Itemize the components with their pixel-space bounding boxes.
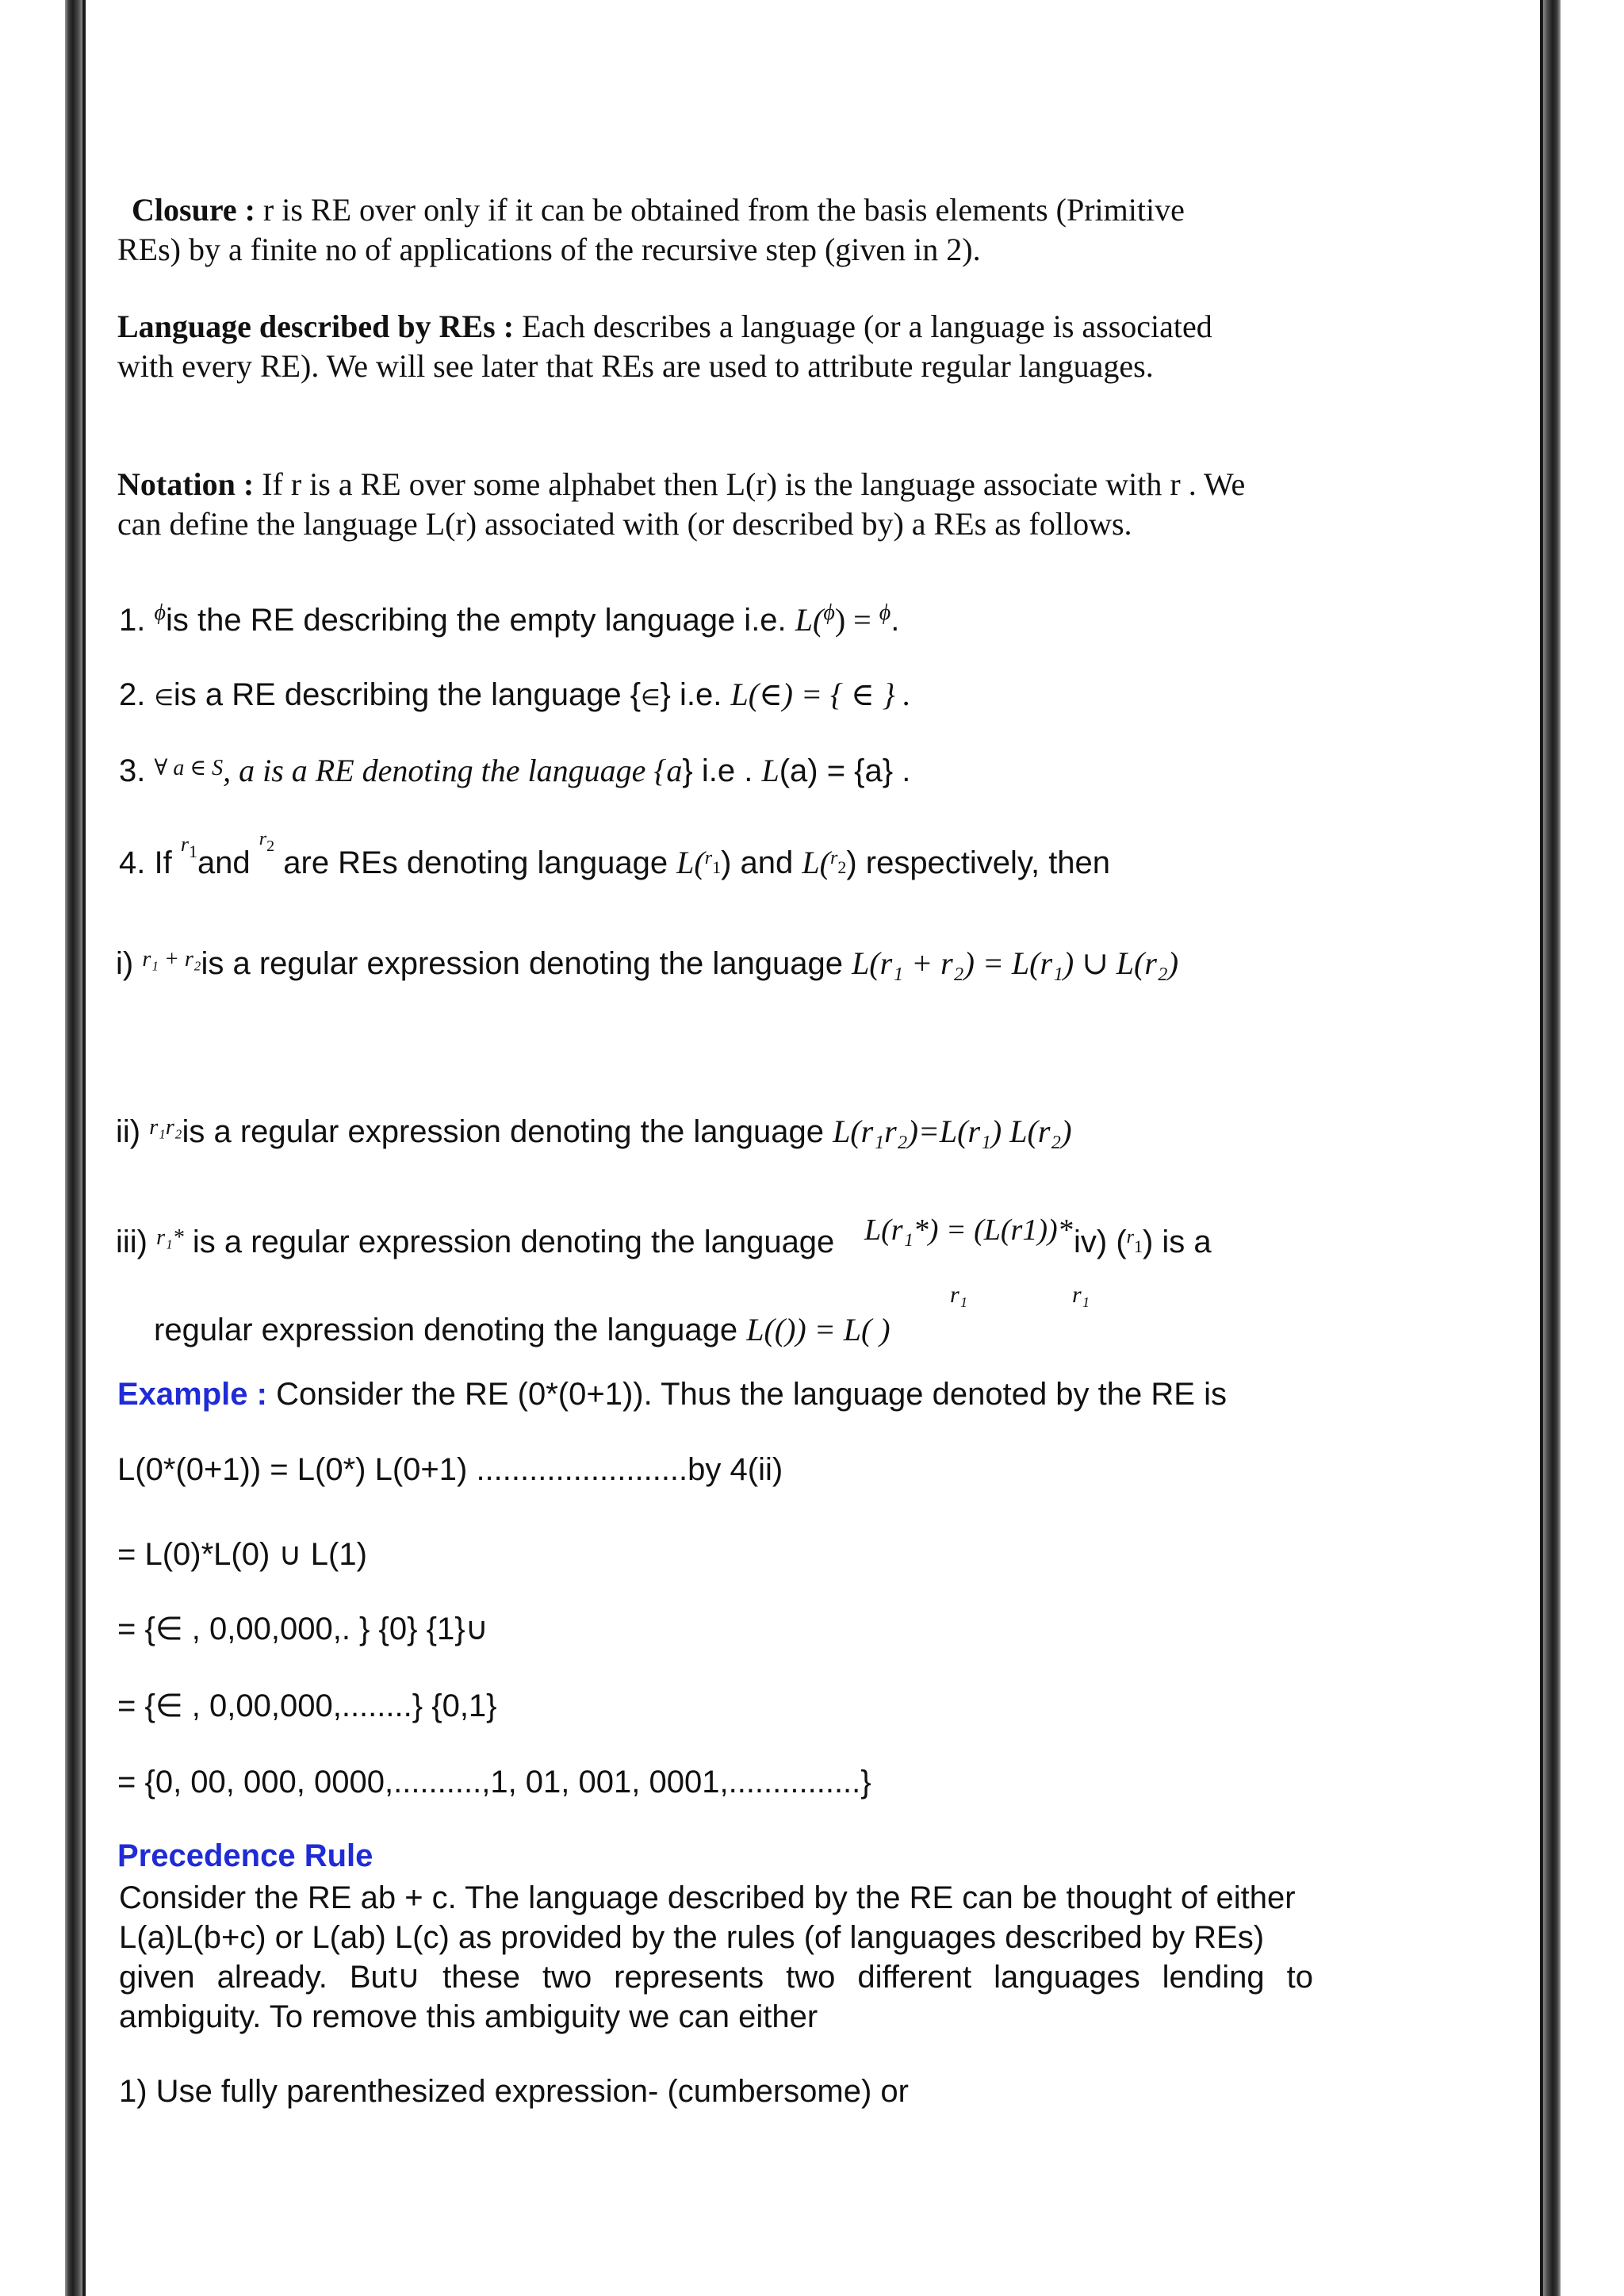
rule-4-number: 4. If bbox=[119, 845, 181, 880]
sub-rule-ii-expr: r₁r₂ bbox=[149, 1115, 182, 1140]
example-line-3: = {∈ , 0,00,000,. } {0} {1}∪ bbox=[117, 1612, 488, 1646]
rule-1-number: 1. bbox=[119, 603, 155, 638]
example-line-5: = {0, 00, 000, 0000,..........,1, 01, 001, 0001,...............} bbox=[117, 1765, 871, 1800]
sub-rule-iii-label: iii) bbox=[116, 1225, 157, 1259]
language-text-1: Each describes a language (or a language is associated bbox=[514, 309, 1212, 344]
rule-4-and: and bbox=[197, 845, 259, 880]
rule-2-math: L(∈) = { ∈ } . bbox=[730, 677, 911, 712]
rule-1-dot: . bbox=[891, 603, 900, 638]
r1-label-a: r₁ bbox=[950, 1282, 968, 1308]
epsilon-symbol: ∈ bbox=[154, 685, 174, 710]
page-border-left bbox=[65, 0, 82, 2296]
rule-1-math: L( bbox=[795, 602, 824, 638]
example-text: Consider the RE (0*(0+1)). Thus the language denoted by the RE is bbox=[266, 1377, 1227, 1412]
rule-4-L2-end: ) respectively, then bbox=[846, 845, 1111, 880]
sub-rule-iii bbox=[116, 1222, 834, 1266]
rule-4-r1: r bbox=[180, 833, 189, 856]
phi-symbol: ϕ bbox=[823, 600, 835, 625]
precedence-line-1: Consider the RE ab + c. The language described by the RE can be thought of either bbox=[119, 1880, 1296, 1915]
rule-1 bbox=[119, 600, 899, 644]
sub-rule-iv-sub: 1 bbox=[1133, 1236, 1143, 1256]
sub-rule-ii-math: L(r₁r₂)=L(r₁) L(r₂) bbox=[833, 1114, 1072, 1149]
sub-rule-ii bbox=[116, 1112, 1072, 1156]
sub-rule-i-label: i) bbox=[116, 946, 143, 981]
rule-4-L1-end: ) and bbox=[721, 845, 802, 880]
closure-text-2: REs) by a finite no of applications of the recursive step (given in 2). bbox=[117, 232, 981, 267]
notation-line-1 bbox=[117, 465, 1245, 504]
closure-line-1 bbox=[132, 190, 1185, 230]
precedence-item-1: 1) Use fully parenthesized expression- (cumbersome) or bbox=[119, 2074, 909, 2109]
rule-3-text-3: (a) = {a} . bbox=[779, 753, 911, 788]
rule-1-math-end: ) = bbox=[834, 602, 879, 638]
rule-4-L1-sub: 1 bbox=[712, 857, 722, 877]
sub-rule-ii-text: is a regular expression denoting the language bbox=[182, 1114, 833, 1149]
sub-rule-iii-math: L(r₁*) = (L(r1))* bbox=[864, 1213, 1073, 1247]
notation-heading: Notation : bbox=[117, 466, 255, 502]
sub-rule-iv-end: ) is a bbox=[1142, 1225, 1212, 1259]
rule-4-L1-r: r bbox=[704, 848, 713, 868]
precedence-line-2: L(a)L(b+c) or L(ab) L(c) as provided by the rules (of languages described by REs) bbox=[119, 1920, 1265, 1955]
sub-rule-iv-cont-math: L(()) = L( ) bbox=[746, 1312, 891, 1347]
example-line-2: = L(0)*L(0) ∪ L(1) bbox=[117, 1537, 367, 1572]
phi-symbol: ϕ bbox=[879, 600, 891, 625]
language-text-2: with every RE). We will see later that REs are used to attribute regular languages. bbox=[117, 348, 1154, 384]
rule-4-L2-r: r bbox=[829, 848, 838, 868]
rule-4-r1-sub: 1 bbox=[188, 841, 197, 861]
rule-4-r2-sub: 2 bbox=[266, 838, 275, 855]
precedence-line-3: given already. But∪ these two represents two different languages lending to bbox=[119, 1960, 1313, 1995]
rule-4-L1: L( bbox=[676, 845, 705, 880]
page-border-right bbox=[1543, 0, 1561, 2296]
closure-heading: Closure : bbox=[132, 192, 255, 228]
precedence-heading: Precedence Rule bbox=[117, 1838, 373, 1873]
precedence-line-4: ambiguity. To remove this ambiguity we can either bbox=[119, 1999, 818, 2034]
rule-3 bbox=[119, 751, 910, 795]
sub-rule-i bbox=[116, 944, 1178, 987]
example-line-4: = {∈ , 0,00,000,........} {0,1} bbox=[117, 1688, 497, 1723]
sub-rule-i-text: is a regular expression denoting the language bbox=[201, 946, 852, 981]
sub-rule-i-expr: r₁ + r₂ bbox=[142, 947, 201, 972]
notation-text-2: can define the language L(r) associated with (or described by) a REs as follows. bbox=[117, 506, 1132, 542]
phi-symbol: ϕ bbox=[154, 600, 166, 625]
sub-rule-iv-cont-text: regular expression denoting the language bbox=[154, 1313, 747, 1347]
forall-symbol: ∀ a ∈ S bbox=[154, 756, 224, 780]
rule-4-r2: r bbox=[259, 829, 267, 849]
rule-4-text: are REs denoting language bbox=[274, 845, 677, 880]
language-heading: Language described by REs : bbox=[117, 309, 515, 344]
rule-2-text-2: } i.e. bbox=[660, 677, 731, 712]
sub-rule-iv bbox=[1074, 1222, 1212, 1267]
sub-rule-ii-label: ii) bbox=[116, 1114, 150, 1149]
sub-rule-iii-expr: r₁* bbox=[156, 1225, 184, 1250]
closure-text-1: r is RE over only if it can be obtained from the basis elements (Primitive bbox=[255, 192, 1185, 228]
rule-4-L2: L( bbox=[802, 845, 830, 880]
example-line-1: L(0*(0+1)) = L(0*) L(0+1) ........................by 4(ii) bbox=[117, 1452, 783, 1487]
rule-3-number: 3. bbox=[119, 753, 155, 788]
page-border-left-inner bbox=[82, 0, 86, 2296]
epsilon-symbol: ∈ bbox=[641, 685, 661, 710]
notation-text-1: If r is a RE over some alphabet then L(r) is the language associate with r . We bbox=[254, 466, 1246, 502]
r1-label-b: r₁ bbox=[1072, 1282, 1090, 1308]
rule-4 bbox=[119, 829, 1111, 888]
rule-4-L2-sub: 2 bbox=[837, 857, 847, 877]
sub-rule-iv-label: iv) ( bbox=[1074, 1225, 1127, 1259]
rule-3-text: , a is a RE denoting the language { bbox=[223, 753, 667, 788]
example-label: Example : bbox=[117, 1377, 267, 1412]
sub-rule-iv-continuation bbox=[154, 1310, 891, 1350]
rule-2-number: 2. bbox=[119, 677, 155, 712]
rule-3-math: L bbox=[761, 753, 779, 788]
rule-3-a: a bbox=[666, 753, 683, 788]
rule-2-text: is a RE describing the language { bbox=[173, 677, 642, 712]
language-line-1 bbox=[117, 307, 1212, 347]
sub-rule-i-math: L(r₁ + r₂) = L(r₁) ∪ L(r₂) bbox=[852, 945, 1179, 981]
rule-1-text: is the RE describing the empty language i.e. bbox=[165, 603, 795, 638]
rule-3-text-2: } i.e . bbox=[682, 753, 762, 788]
example-intro bbox=[117, 1374, 1227, 1414]
rule-2 bbox=[119, 675, 911, 718]
sub-rule-iv-r: r bbox=[1126, 1227, 1134, 1248]
sub-rule-iii-text: is a regular expression denoting the language bbox=[183, 1225, 835, 1259]
